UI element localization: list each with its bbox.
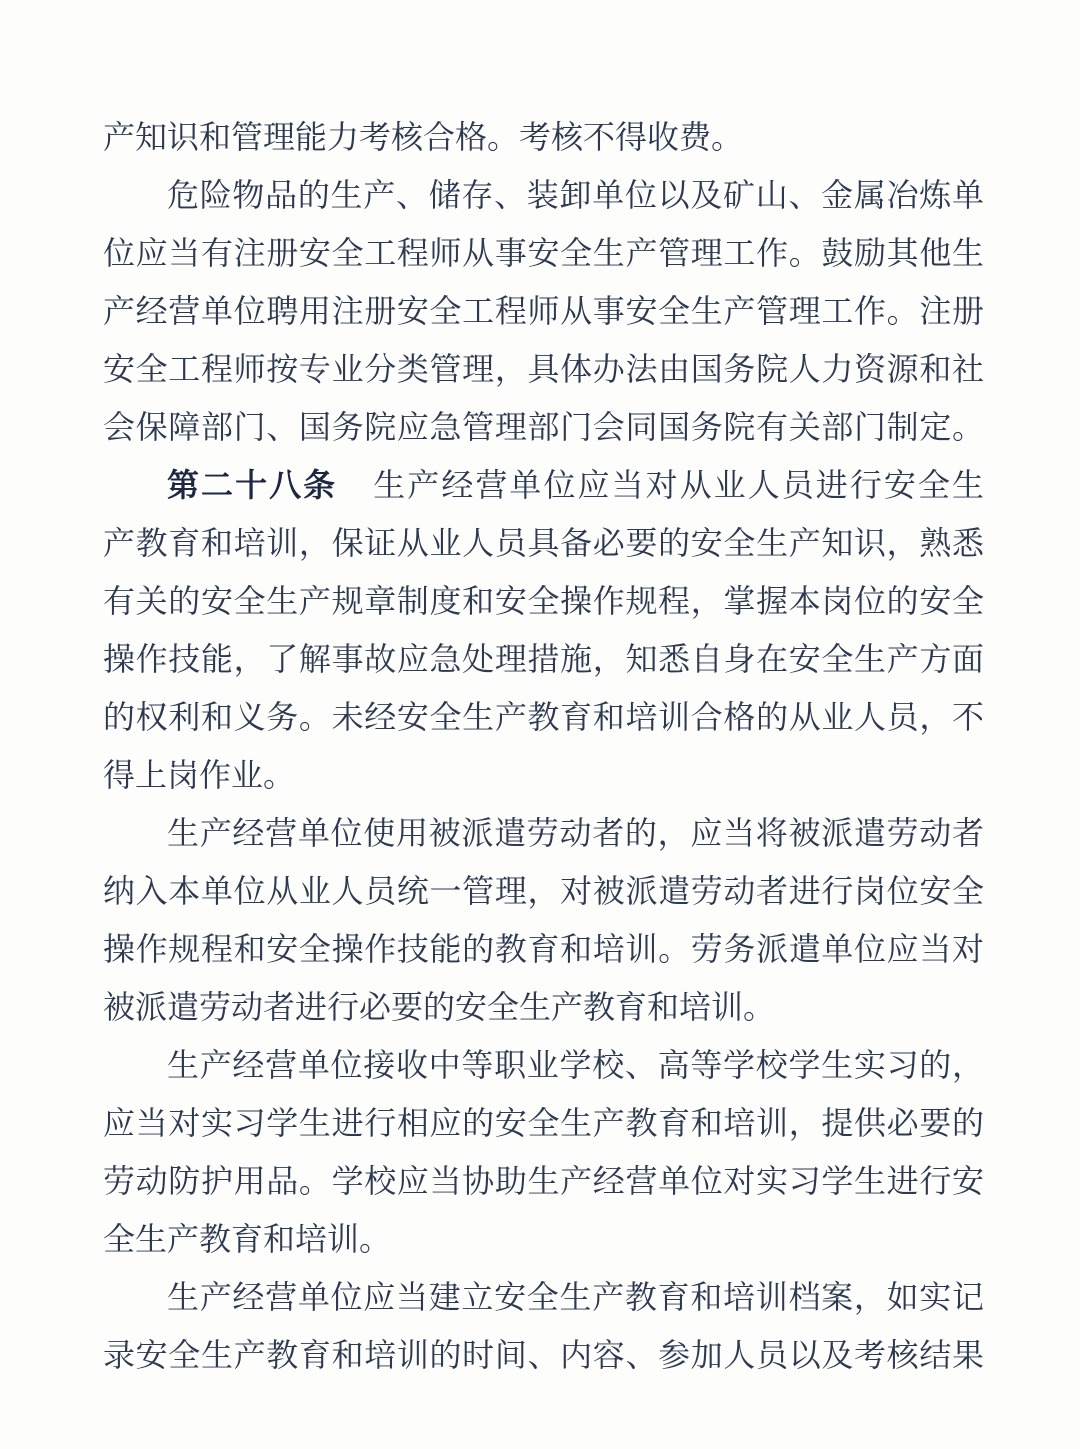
line-text: 得上岗作业。: [103, 757, 296, 793]
text-line: [103, 1152, 984, 1210]
line-text: 录安全生产教育和培训的时间、内容、参加人员以及考核结果: [103, 1337, 984, 1373]
text-line: [103, 1268, 984, 1326]
text-line: [103, 862, 984, 920]
text-line: [103, 108, 984, 166]
line-text: 有关的安全生产规章制度和安全操作规程，掌握本岗位的安全: [103, 583, 984, 619]
text-line: [103, 572, 984, 630]
text-line: [103, 456, 984, 514]
line-text: 劳动防护用品。学校应当协助生产经营单位对实习学生进行安: [103, 1163, 984, 1199]
text-line: [103, 282, 984, 340]
line-text: 产知识和管理能力考核合格。考核不得收费。: [103, 119, 744, 155]
line-text: 操作技能，了解事故应急处理措施，知悉自身在安全生产方面: [103, 641, 984, 677]
line-text: 生产经营单位使用被派遣劳动者的，应当将被派遣劳动者: [167, 815, 984, 851]
line-text: 产教育和培训，保证从业人员具备必要的安全生产知识，熟悉: [103, 525, 984, 561]
line-text: 安全工程师按专业分类管理，具体办法由国务院人力资源和社: [103, 351, 984, 387]
text-line: [103, 514, 984, 572]
text-line: [103, 224, 984, 282]
text-line: [103, 398, 984, 456]
line-text: 操作规程和安全操作技能的教育和培训。劳务派遣单位应当对: [103, 931, 984, 967]
line-text: 被派遣劳动者进行必要的安全生产教育和培训。: [103, 989, 776, 1025]
text-line: [103, 1210, 984, 1268]
line-text: 危险物品的生产、储存、装卸单位以及矿山、金属冶炼单: [167, 177, 984, 213]
text-line: [103, 1326, 984, 1384]
text-line: [103, 1094, 984, 1152]
text-line: [103, 688, 984, 746]
line-text: 的权利和义务。未经安全生产教育和培训合格的从业人员，不: [103, 699, 984, 735]
text-line: [103, 804, 984, 862]
document-text: [103, 108, 984, 1384]
text-line: [103, 746, 984, 804]
line-text: 应当对实习学生进行相应的安全生产教育和培训，提供必要的: [103, 1105, 984, 1141]
line-text: 生产经营单位应当建立安全生产教育和培训档案，如实记: [167, 1279, 984, 1315]
line-text: 纳入本单位从业人员统一管理，对被派遣劳动者进行岗位安全: [103, 873, 984, 909]
line-text: 位应当有注册安全工程师从事安全生产管理工作。鼓励其他生: [103, 235, 984, 271]
article-number: 第二十八条: [167, 467, 338, 503]
text-line: [103, 1036, 984, 1094]
text-line: [103, 978, 984, 1036]
line-text: 产经营单位聘用注册安全工程师从事安全生产管理工作。注册: [103, 293, 984, 329]
line-text: 会保障部门、国务院应急管理部门会同国务院有关部门制定。: [103, 409, 984, 445]
line-text: 全生产教育和培训。: [103, 1221, 392, 1257]
line-text: 生产经营单位应当对从业人员进行安全生: [373, 467, 984, 503]
text-line: [103, 920, 984, 978]
text-line: [103, 340, 984, 398]
line-text: 生产经营单位接收中等职业学校、高等学校学生实习的，: [167, 1047, 984, 1083]
text-line: [103, 630, 984, 688]
text-line: [103, 166, 984, 224]
